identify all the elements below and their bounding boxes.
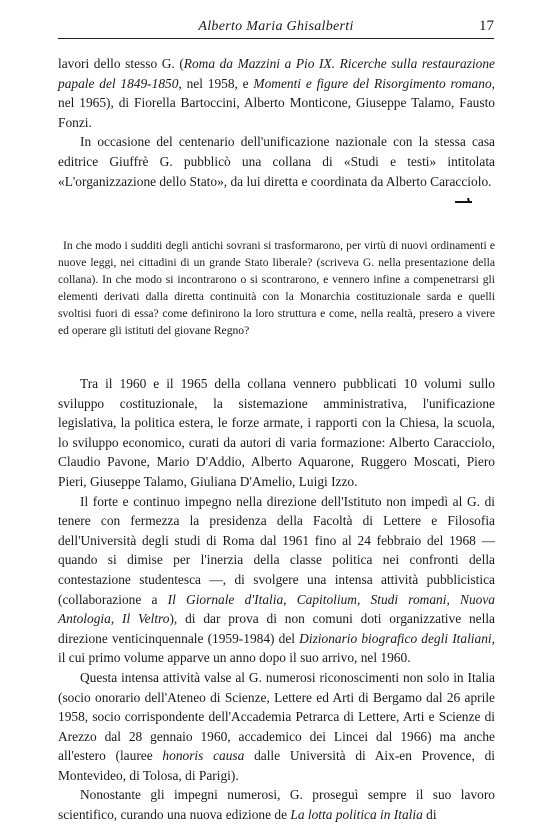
running-title: Alberto Maria Ghisalberti <box>198 19 354 34</box>
text-run: Il forte e continuo impegno nella direzione dell'Istituto non impedì al G. di tenere con fermezza la presidenza della Facoltà di Lettere e Filosofia dell'Università degli studi di Roma dal 1961 fino al 24 febbraio del 1968 — quando si dimise per l'inerzia della classe politica nei confronti della contestazione studentesca —, di svolgere una intensa attività pubblicistica (collaborazione a <box>58 493 495 607</box>
paragraph-6 <box>58 785 495 824</box>
paragraph-3: Tra il 1960 e il 1965 della collana vennero pubblicati 10 volumi sullo sviluppo costituzionale, la sistemazione amministrativa, l'unificazione legislativa, la politica estera, le forze armate, i rapporti con la Chiesa, la scuola, lo sviluppo economico, curati da autori di varia formazione: Alberto Caracciolo, Claudio Pavone, Mario D'Addio, Alberto Aquarone, Ruggero Moscati, Piero Pieri, Giuseppe Talamo, Giuliana D'Amelio, Luigi Izzo. <box>58 376 495 489</box>
text-run: dalle Università di Aix-en Provence, di Montevideo, di Tolosa, di Parigi). <box>58 748 495 783</box>
book-title: Momenti e figure del Risorgimento romano <box>253 75 492 91</box>
text-run: ), di dar prova di non comuni doti organizzative nella direzione venticinquennale (1959-1984) del <box>58 611 495 646</box>
journal-titles: Il Giornale d'Italia, Capitolium, Studi romani, Nuova Antologia, Il Veltro <box>58 591 495 627</box>
block-quote: In che modo i sudditi degli antichi sovrani si trasformarono, per virtù di nuovi ordinamenti e nuove leggi, nei cittadini di un grande Stato liberale? (scriveva G. nella presentazione della collana). In che modo si incontrarono o si scontrarono, e vennero infine a compenetrarsi gli elementi derivati dalla diretta continuità con la Monarchia costituzionale sarda e quelli svoltisi fuori di essa? come definirono la loro struttura e come, nella realtà, presero a vivere ed operare gli istituti del giovane Regno? <box>58 238 495 337</box>
book-title: Dizionario biografico degli Italiani <box>299 630 492 646</box>
text-run: lavori dello stesso G. ( <box>58 56 184 71</box>
handwritten-mark <box>453 195 475 205</box>
text-run: , nel 1958, e <box>178 75 254 91</box>
text-run: Questa intensa attività valse al G. numerosi riconoscimenti non solo in Italia (socio onorario dell'Ateneo di Scienze, Lettere ed Arti di Bergamo dal 26 aprile 1958, socio corrispondente dell'Accademia Petrarca di Lettere, Arti e Scienze di Arezzo dal 28 gennaio 1960, accademico dei Lincei dal 1966) ma anche all'estero (lauree <box>58 669 495 764</box>
paragraph-5 <box>58 668 495 786</box>
text-block-top <box>58 54 495 191</box>
book-title: La lotta politica in Italia <box>290 807 423 823</box>
running-header <box>58 14 494 39</box>
book-title: Roma da Mazzini a Pio IX. Ricerche sulla restaurazione papale del 1849-1850 <box>58 56 496 91</box>
page-number: 17 <box>479 18 494 34</box>
paragraph-2: In occasione del centenario dell'unificazione nazionale con la stessa casa editrice Giuffrè G. pubblicò una collana di «Studi e testi» intitolata «L'organizzazione dello Stato», da lui diretta e coordinata da Alberto Caracciolo. <box>58 134 495 189</box>
text-run: , nel 1965), di Fiorella Bartoccini, Alberto Monticone, Giuseppe Talamo, Fausto Fonzi. <box>58 75 495 130</box>
paragraph-1 <box>58 54 495 132</box>
text-run: , il cui primo volume apparve un anno dopo il suo arrivo, nel 1960. <box>58 630 495 666</box>
text-block-bottom <box>58 374 495 825</box>
text-run: di <box>422 807 437 823</box>
paragraph-4 <box>58 492 495 668</box>
text-run: Nonostante gli impegni numerosi, G. proseguì sempre il suo lavoro scientifico, curando una nuova edizione de <box>58 787 495 823</box>
latin-phrase: honoris causa <box>162 748 245 764</box>
